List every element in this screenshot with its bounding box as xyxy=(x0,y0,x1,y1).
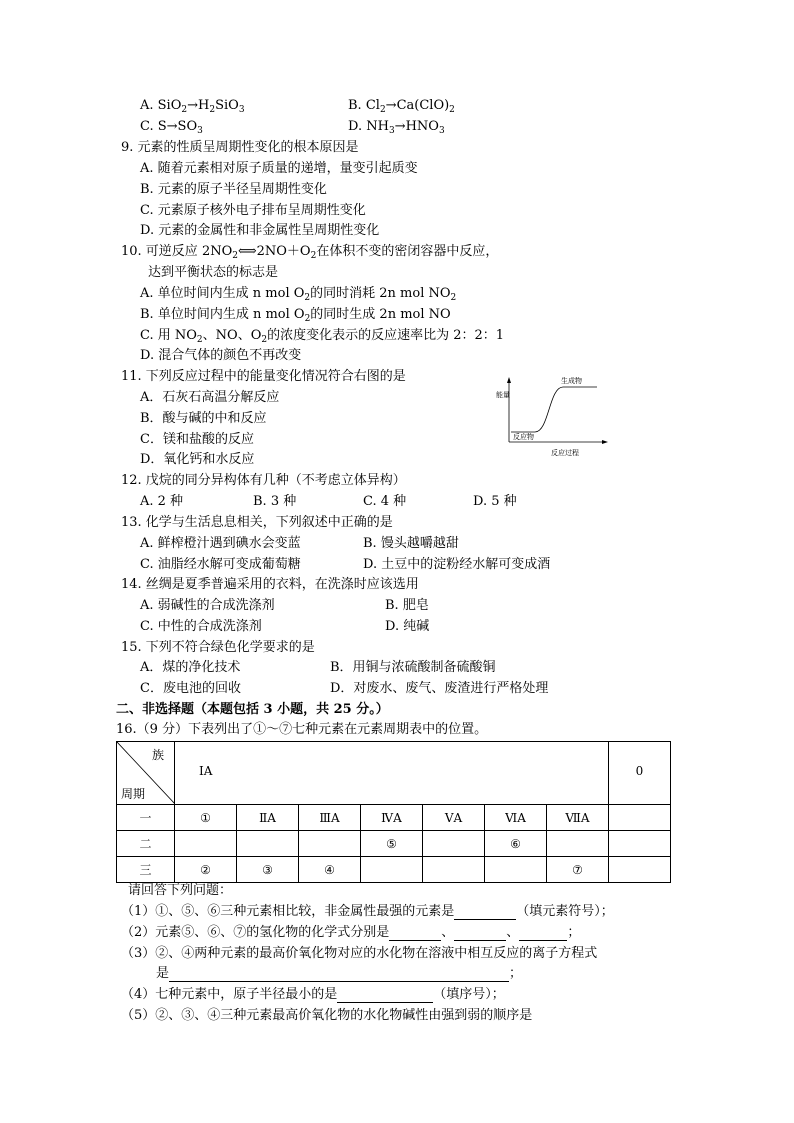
q10-stem-continued: 达到平衡状态的标志是 xyxy=(148,265,279,280)
q8-option-c: C. $S\to SO_3$ xyxy=(140,119,203,136)
q13-option-b: B. 馒头越嚼越甜 xyxy=(363,536,459,551)
q13-option-a: A. 鲜榨橙汁遇到碘水会变蓝 xyxy=(140,536,301,551)
q15-option-c: C．废电池的回收 xyxy=(140,681,241,696)
cell-7: ⑦ xyxy=(547,857,609,883)
q12-option-c: C. 4 种 xyxy=(363,494,407,509)
group-VA: ⅤA xyxy=(423,805,485,831)
q11-option-b: B．酸与碱的中和反应 xyxy=(140,411,267,426)
q15-stem: 15. 下列不符合绿色化学要求的是 xyxy=(121,640,315,655)
period-3-label: 三 xyxy=(117,857,175,883)
product-label: 生成物 xyxy=(561,377,582,385)
q14-option-c: C. 中性的合成洗涤剂 xyxy=(140,619,262,634)
q10-option-b: B. 单位时间内生成 n mol $O_2$的同时生成 2n mol NO xyxy=(140,307,451,324)
q11-option-c: C．镁和盐酸的反应 xyxy=(140,432,254,447)
group-IVA: ⅣA xyxy=(361,805,423,831)
p2-c3 xyxy=(299,831,361,857)
answer-blank-4[interactable] xyxy=(337,990,433,1003)
cell-5: ⑤ xyxy=(361,831,423,857)
p3-c4 xyxy=(361,857,423,883)
answer-blank-1[interactable] xyxy=(454,907,516,920)
q10-option-a: A. 单位时间内生成 n mol $O_2$的同时消耗 2n mol $NO_2$ xyxy=(140,286,457,303)
q8-option-d: D. $NH_3\to HNO_3$ xyxy=(348,119,445,136)
q9-option-d: D. 元素的金属性和非金属性呈周期性变化 xyxy=(140,223,380,238)
q12-option-a: A. 2 种 xyxy=(140,494,184,509)
group-VIA: ⅥA xyxy=(485,805,547,831)
period-1-label: 一 xyxy=(117,805,175,831)
answer-blank-2a[interactable] xyxy=(389,928,441,941)
cell-1: ① xyxy=(175,805,237,831)
q16-prompt: 请回答下列问题： xyxy=(128,883,233,898)
q16-sub-5: （5）②、③、④三种元素最高价氧化物的水化物碱性由强到弱的顺序是 xyxy=(121,1008,533,1023)
q9-option-a: A. 随着元素相对原子质量的递增，量变引起质变 xyxy=(140,161,418,176)
period-2-label: 二 xyxy=(117,831,175,857)
p2-c1 xyxy=(175,831,237,857)
x-axis-label: 反应过程 xyxy=(551,449,579,457)
q10-option-c: C. 用 $NO_2$、NO、$O_2$的浓度变化表示的反应速率比为 2：2：1 xyxy=(140,328,505,345)
q8-option-a: A. $SiO_2\to H_2SiO_3$ xyxy=(140,98,245,115)
answer-blank-2b[interactable] xyxy=(454,928,506,941)
q16-sub-1: （1）①、⑤、⑥三种元素相比较，非金属性最强的元素是 （填元素符号）； xyxy=(121,904,614,919)
reactant-label: 反应物 xyxy=(513,433,534,441)
q14-option-b: B. 肥皂 xyxy=(385,598,429,613)
periodic-table xyxy=(116,741,671,883)
q14-option-a: A. 弱碱性的合成洗涤剂 xyxy=(140,598,275,613)
header-zero: 0 xyxy=(609,742,671,805)
table-corner-cell xyxy=(117,742,175,805)
q10-stem: 10. 可逆反应 $2NO_2⟺2NO+O_2$在体积不变的密闭容器中反应， xyxy=(121,244,499,261)
q13-stem: 13. 化学与生活息息相关，下列叙述中正确的是 xyxy=(121,515,393,530)
cell-4: ④ xyxy=(299,857,361,883)
group-IIA: ⅡA xyxy=(237,805,299,831)
p2-c2 xyxy=(237,831,299,857)
y-axis-label: 能量 xyxy=(496,391,510,399)
p2-c7 xyxy=(547,831,609,857)
q16-sub-2: （2）元素⑤、⑥、⑦的氢化物的化学式分别是 、 、 ； xyxy=(121,925,581,940)
energy-diagram xyxy=(493,375,613,460)
period-1-zero xyxy=(609,805,671,831)
energy-curve xyxy=(511,387,597,432)
q16-sub-4: （4）七种元素中，原子半径最小的是 （填序号）； xyxy=(121,987,505,1002)
q11-option-a: A．石灰石高温分解反应 xyxy=(140,390,280,405)
q16-sub-3: （3）②、④两种元素的最高价氧化物对应的水化物在溶液中相互反应的离子方程式 xyxy=(121,946,598,961)
q9-option-b: B. 元素的原子半径呈周期性变化 xyxy=(140,182,327,197)
q14-option-d: D. 纯碱 xyxy=(385,619,430,634)
cell-6: ⑥ xyxy=(485,831,547,857)
cell-3: ③ xyxy=(237,857,299,883)
q16-sub-3-cont: 是 ； xyxy=(156,966,523,981)
q9-option-c: C. 元素原子核外电子排布呈周期性变化 xyxy=(140,203,366,218)
q9-stem: 9. 元素的性质呈周期性变化的根本原因是 xyxy=(121,140,359,155)
q16-stem: 16.（9 分）下表列出了①～⑦七种元素在元素周期表中的位置。 xyxy=(116,722,488,737)
period-label: 周期 xyxy=(121,787,146,801)
p3-c8 xyxy=(609,857,671,883)
p2-c5 xyxy=(423,831,485,857)
q15-option-d: D．对废水、废气、废渣进行严格处理 xyxy=(330,681,549,696)
q15-option-a: A．煤的净化技术 xyxy=(140,660,241,675)
q13-option-c: C. 油脂经水解可变成葡萄糖 xyxy=(140,557,301,572)
p3-c5 xyxy=(423,857,485,883)
q15-option-b: B．用铜与浓硫酸制备硫酸铜 xyxy=(330,660,496,675)
q11-option-d: D．氧化钙和水反应 xyxy=(140,452,255,467)
section-heading: 二、非选择题（本题包括 3 小题，共 25 分。） xyxy=(116,702,389,717)
x-axis-arrow xyxy=(602,440,608,444)
group-IIIA: ⅢA xyxy=(299,805,361,831)
group-VIIA: ⅦA xyxy=(547,805,609,831)
group-label: 族 xyxy=(151,748,164,762)
header-gap xyxy=(237,742,609,805)
answer-blank-2c[interactable] xyxy=(519,928,567,941)
q8-option-b: B. $Cl_2\to Ca(ClO)_2$ xyxy=(348,98,455,115)
q13-option-d: D. 土豆中的淀粉经水解可变成酒 xyxy=(363,557,551,572)
p3-c6 xyxy=(485,857,547,883)
answer-blank-3[interactable] xyxy=(169,969,509,982)
p2-c8 xyxy=(609,831,671,857)
q10-option-d: D. 混合气体的颜色不再改变 xyxy=(140,348,302,363)
cell-2: ② xyxy=(175,857,237,883)
q12-stem: 12. 戊烷的同分异构体有几种（不考虑立体异构） xyxy=(121,473,406,488)
q12-option-d: D. 5 种 xyxy=(473,494,517,509)
q14-stem: 14. 丝绸是夏季普遍采用的衣料，在洗涤时应该选用 xyxy=(121,577,419,592)
header-IA: ⅠA xyxy=(175,742,237,805)
y-axis-arrow xyxy=(507,377,511,383)
q12-option-b: B. 3 种 xyxy=(253,494,297,509)
q11-stem: 11. 下列反应过程中的能量变化情况符合右图的是 xyxy=(121,369,406,384)
